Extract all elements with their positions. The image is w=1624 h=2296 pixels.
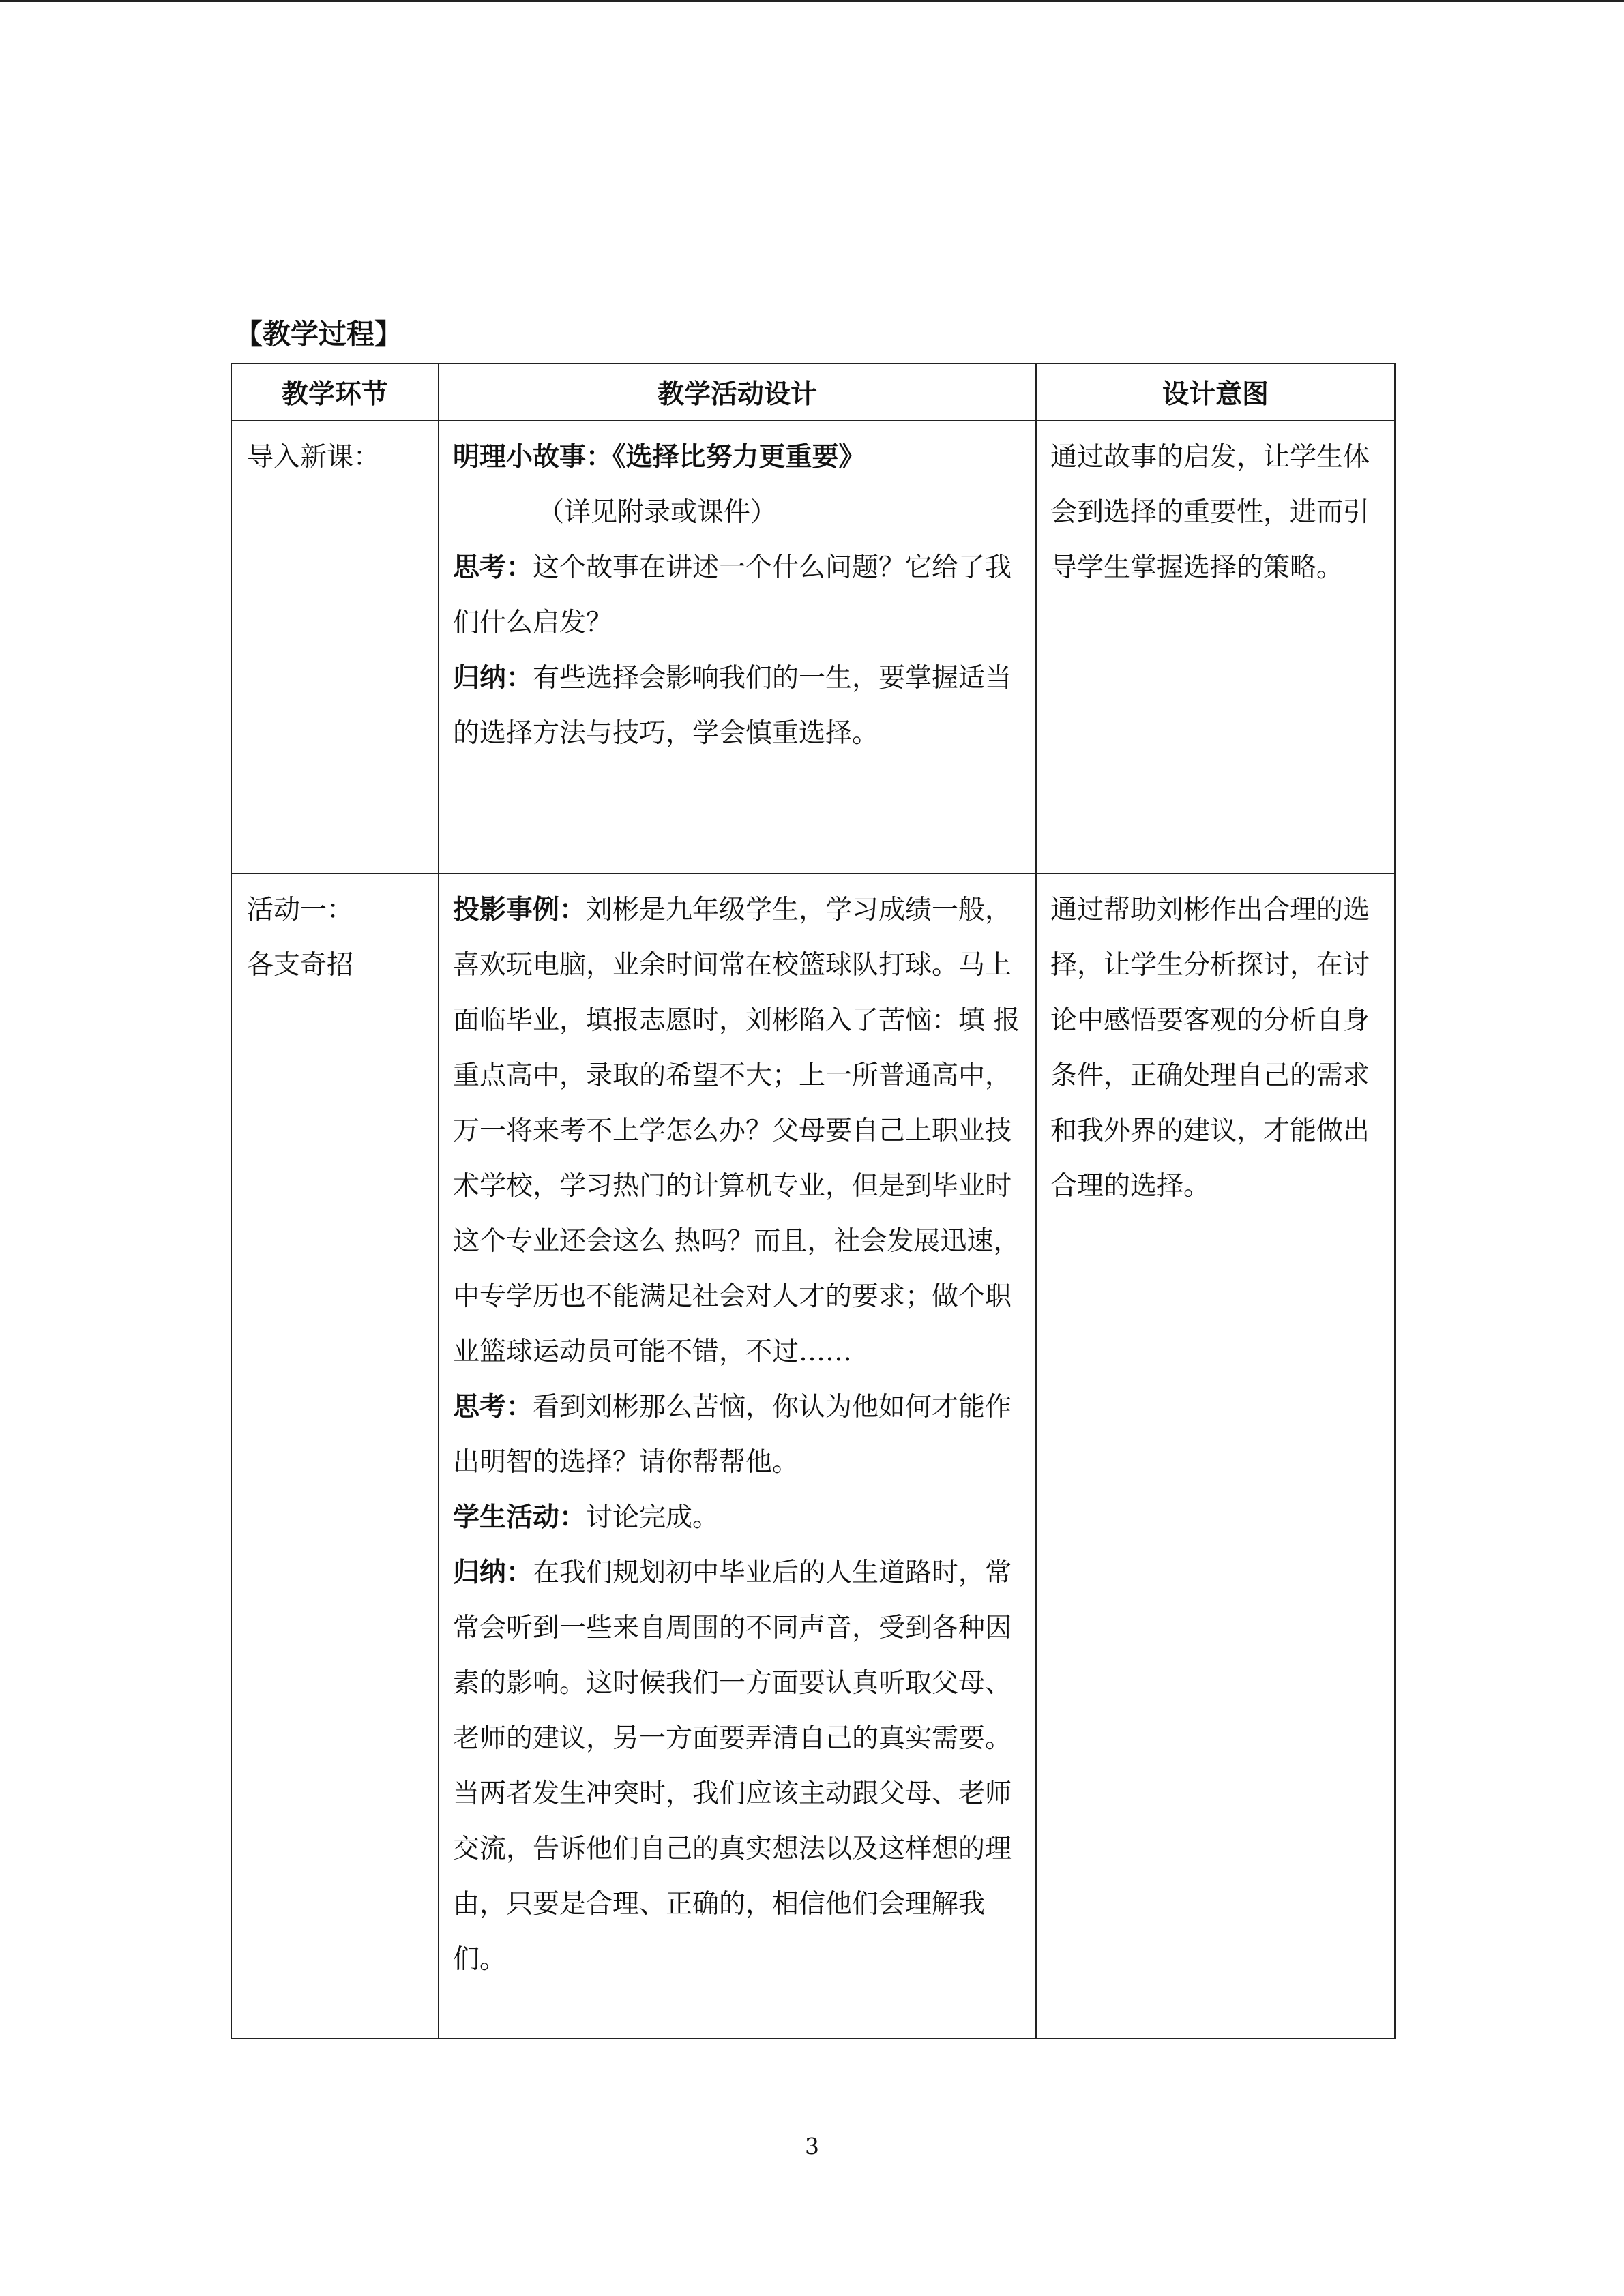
- student-activity-label: 学生活动：: [453, 1502, 587, 1533]
- intent-cell-intro: 通过故事的启发，让学生体会到选择的重要性，进而引导学生掌握选择的策略。: [1036, 421, 1395, 874]
- story-title: [453, 430, 1023, 485]
- top-border-line: [0, 0, 1624, 2]
- story-title-label: 明理小故事：《选择比努力更重要》: [453, 441, 866, 473]
- header-design-intent: 设计意图: [1036, 363, 1395, 421]
- stage-label: 导入新课：: [247, 442, 381, 473]
- design-cell-activity-one: [439, 874, 1036, 2038]
- summary-paragraph: [453, 1545, 1023, 1987]
- stage-label: 活动一：: [247, 895, 354, 925]
- think-question: [453, 1380, 1023, 1490]
- think-label: 思考：: [453, 552, 533, 583]
- think-label: 思考：: [453, 1391, 533, 1422]
- header-activity-design: 教学活动设计: [439, 363, 1036, 421]
- student-activity: [453, 1490, 1023, 1545]
- case-text: 刘彬是九年级学生，学习成绩一般，喜欢玩电脑，业余时间常在校篮球队打球。马上面临毕业，填报志愿时，刘彬陷入了苦恼：填 报重点高中，录取的希望不大；上一所普通高中，万一将来考不上学怎么办？父母要自己上职业技术学校，学习热门的计算机专业，但是到毕业时这个专业还会这么 热吗？而且，社会发展迅速，中专学历也不能满足社会对人才的要求；做个职业篮球运动员可能不错，不过……: [453, 895, 1020, 1367]
- table-header-row: [231, 363, 1395, 421]
- think-text: 这个故事在讲述一个什么问题？它给了我们什么启发？: [453, 552, 1012, 638]
- teaching-process-table: [231, 363, 1396, 2039]
- story-reference-note: （详见附录或课件）: [537, 497, 778, 528]
- think-text: 看到刘彬那么苦恼，你认为他如何才能作出明智的选择？请你帮帮他。: [453, 1392, 1012, 1478]
- table-row-activity-one: [231, 874, 1395, 2038]
- case-label: 投影事例：: [453, 894, 587, 925]
- intent-cell-activity-one: 通过帮助刘彬作出合理的选择，让学生分析探讨，在讨论中感悟要客观的分析自身条件，正确处理自己的需求和我外界的建议，才能做出合理的选择。: [1036, 874, 1395, 2038]
- case-paragraph: [453, 882, 1023, 1380]
- design-cell-intro: [439, 421, 1036, 874]
- stage-cell-intro: [231, 421, 439, 874]
- summary-text: 有些选择会影响我们的一生，要掌握适当的选择方法与技巧，学会慎重选择。: [453, 663, 1012, 749]
- student-activity-text: 讨论完成。: [586, 1502, 720, 1533]
- summary-label: 归纳：: [453, 1557, 533, 1588]
- header-stage: 教学环节: [231, 363, 439, 421]
- think-question: [453, 540, 1023, 651]
- section-heading: 【教学过程】: [235, 318, 402, 351]
- summary-label: 归纳：: [453, 662, 533, 694]
- stage-cell-activity-one: [231, 874, 439, 2038]
- summary-paragraph: [453, 651, 1023, 761]
- table-row-intro: [231, 421, 1395, 874]
- stage-sublabel: 各支奇招: [247, 950, 354, 981]
- summary-text: 在我们规划初中毕业后的人生道路时，常常会听到一些来自周围的不同声音，受到各种因素的影响。这时候我们一方面要认真听取父母、老师的建议，另一方面要弄清自己的真实需要。当两者发生冲突时，我们应该主动跟父母、老师交流，告诉他们自己的真实想法以及这样想的理由，只要是合理、正确的，相信他们会理解我们。: [453, 1557, 1012, 1975]
- page-number: 3: [805, 2133, 819, 2160]
